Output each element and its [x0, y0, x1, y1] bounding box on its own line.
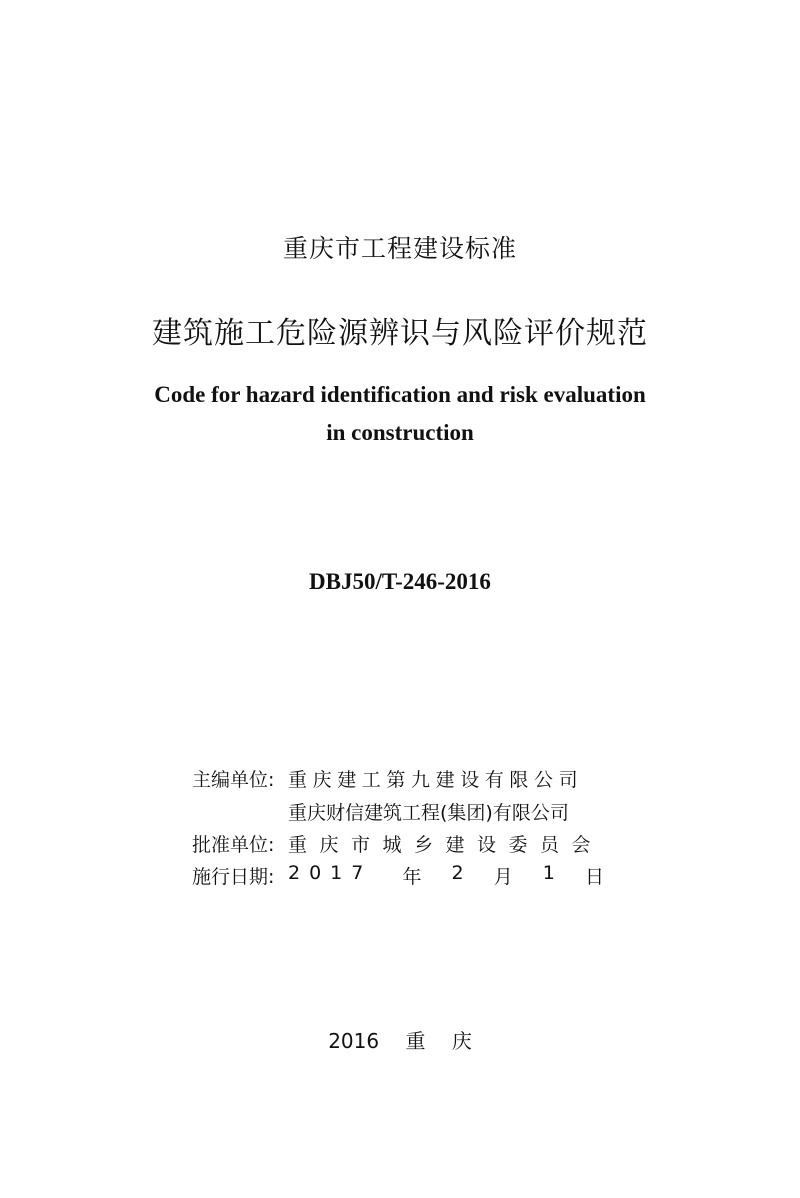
effective-day-char: 日 — [584, 866, 604, 888]
effective-day: 1 — [542, 862, 555, 884]
editor-org-secondary: 重庆财信建筑工程(集团)有限公司 — [288, 802, 569, 824]
document-title-english-line2: in construction — [326, 420, 474, 445]
standard-series-heading: 重庆市工程建设标准 — [282, 234, 517, 263]
publication-city-char1: 重 — [405, 1029, 426, 1053]
publication-year: 2016 — [328, 1029, 380, 1053]
publication-footer — [0, 1025, 800, 1054]
document-title-english-line1: Code for hazard identification and risk evaluation — [154, 382, 646, 407]
approver-label: 批准单位: — [192, 834, 275, 856]
effective-year-char: 年 — [402, 866, 422, 888]
effective-year: 2017 — [288, 862, 373, 884]
approver-org: 重庆市城乡建设委员会 — [288, 834, 604, 856]
effective-month-char: 月 — [493, 866, 513, 888]
standard-code: DBJ50/T-246-2016 — [309, 569, 491, 594]
document-title-chinese: 建筑施工危险源辨识与风险评价规范 — [152, 316, 648, 351]
editor-org-primary-text: 重庆建工第九建设有限公司 — [288, 769, 584, 791]
effective-date — [288, 862, 604, 889]
editor-label: 主编单位: — [192, 769, 275, 791]
publication-city-char2: 庆 — [451, 1029, 472, 1053]
effective-month: 2 — [451, 862, 464, 884]
editor-org-primary — [288, 765, 604, 792]
effective-date-label: 施行日期: — [192, 866, 275, 888]
